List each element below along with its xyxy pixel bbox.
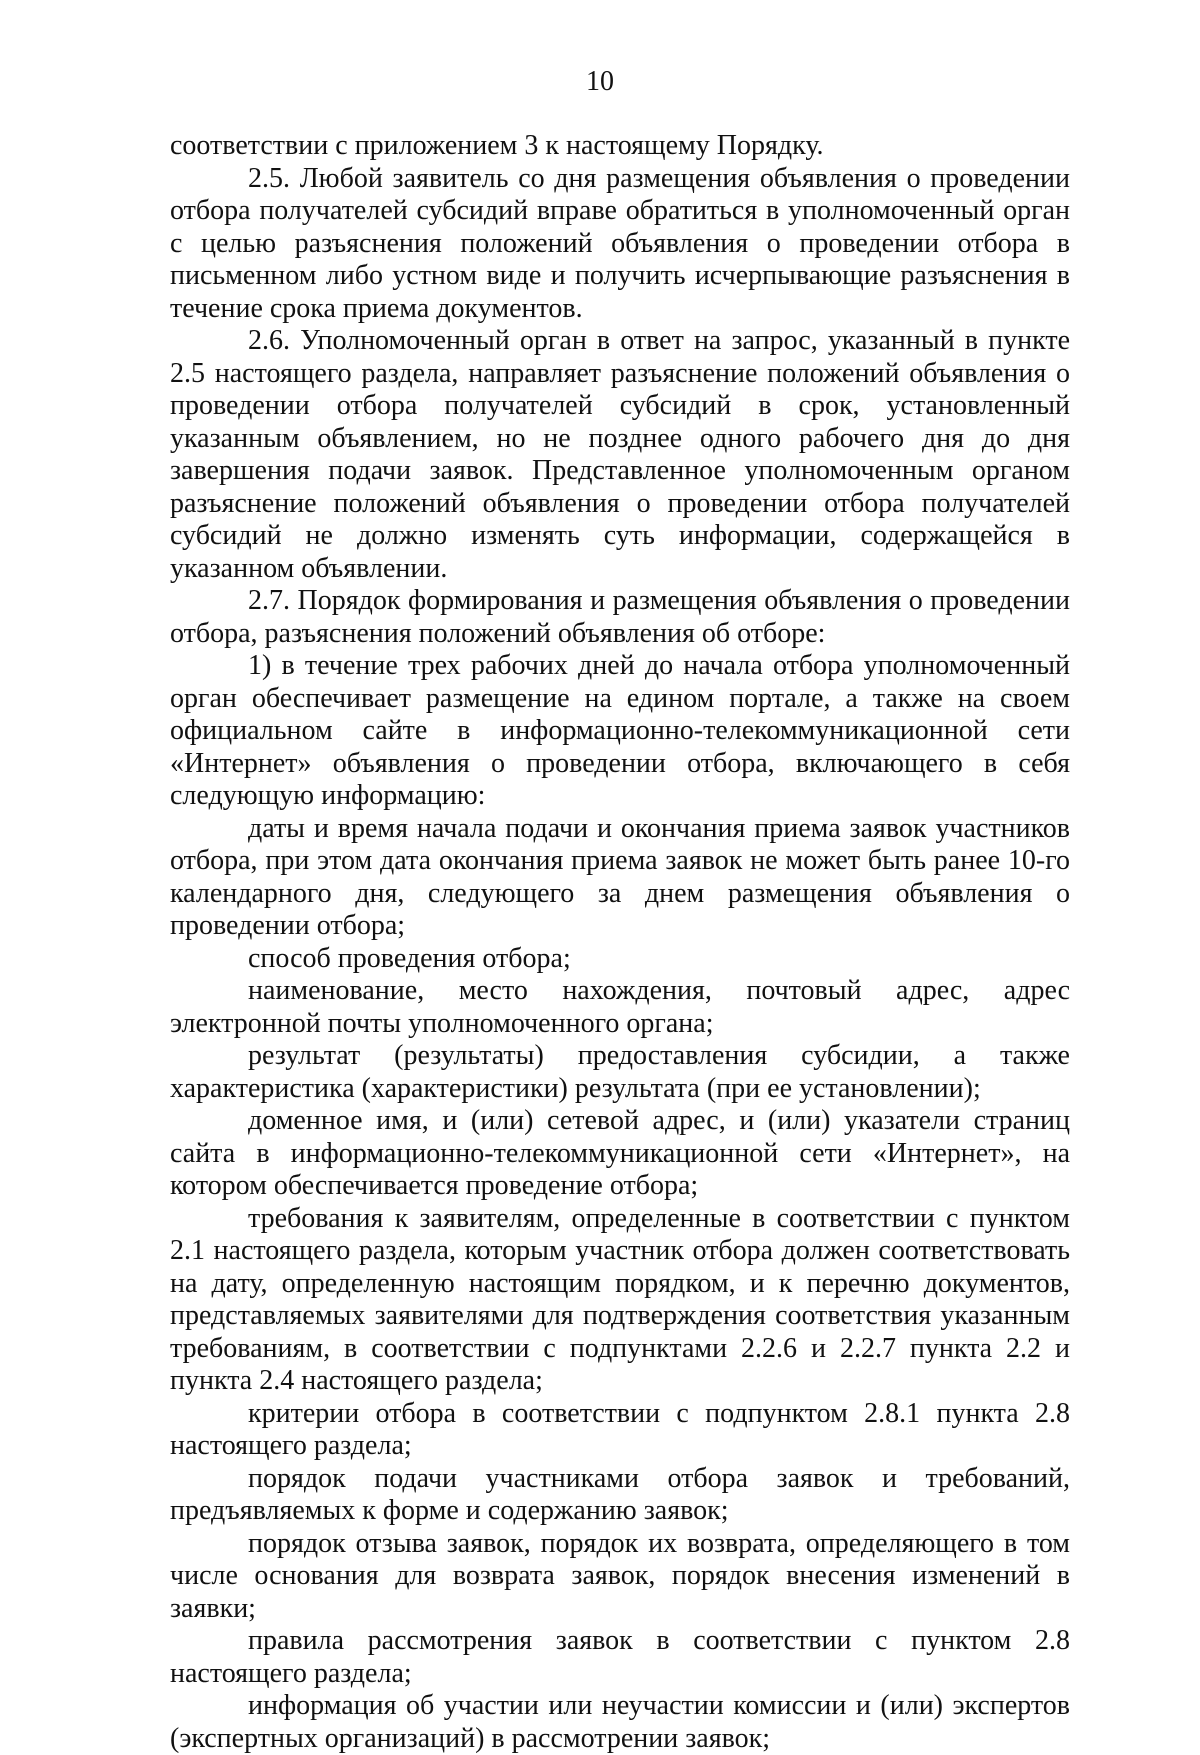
document-body (170, 130, 1070, 1755)
list-item: требования к заявителям, определенные в соответствии с пунктом 2.1 настоящего раздела, которым участник отбора должен соответствовать на дату, определенную настоящим порядком, и к перечню документов, представляемых заявителями для подтверждения соответствия указанным требованиям, в соответствии с подпунктами 2.2.6 и 2.2.7 пункта 2.2 и пункта 2.4 настоящего раздела; (170, 1202, 1070, 1396)
list-item: критерии отбора в соответствии с подпунктом 2.8.1 пункта 2.8 настоящего раздела; (170, 1397, 1070, 1461)
list-item: порядок отзыва заявок, порядок их возврата, определяющего в том числе основания для возврата заявок, порядок внесения изменений в заявки; (170, 1527, 1070, 1624)
list-item: наименование, место нахождения, почтовый адрес, адрес электронной почты уполномоченного органа; (170, 975, 1070, 1039)
list-item: даты и время начала подачи и окончания приема заявок участников отбора, при этом дата окончания приема заявок не может быть ранее 10-го календарного дня, следующего за днем размещения объявления о проведении отбора; (170, 812, 1070, 941)
paragraph-2-5: 2.5. Любой заявитель со дня размещения объявления о проведении отбора получателей субсидий вправе обратиться в уполномоченный орган с целью разъяснения положений объявления о проведении отбора в письменном либо устном виде и получить исчерпывающие разъяснения в течение срока приема документов. (170, 162, 1070, 324)
page-number: 10 (586, 66, 614, 97)
list-item: порядок подачи участниками отбора заявок и требований, предъявляемых к форме и содержанию заявок; (170, 1462, 1070, 1526)
list-item: правила рассмотрения заявок в соответствии с пунктом 2.8 настоящего раздела; (170, 1625, 1070, 1689)
paragraph-2-7-item-1: 1) в течение трех рабочих дней до начала отбора уполномоченный орган обеспечивает размещение на едином портале, а также на своем официальном сайте в информационно-телекоммуникационной сети «Интернет» объявления о проведении отбора, включающего в себя следующую информацию: (170, 650, 1070, 811)
paragraph-2-6: 2.6. Уполномоченный орган в ответ на запрос, указанный в пункте 2.5 настоящего раздела, направляет разъяснение положений объявления о проведении отбора получателей субсидий в срок, установленный указанным объявлением, но не позднее одного рабочего дня до дня завершения подачи заявок. Представленное уполномоченным органом разъяснение положений объявления о проведении отбора получателей субсидий не должно изменять суть информации, содержащейся в указанном объявлении. (170, 325, 1070, 584)
paragraph-continuation: соответствии с приложением 3 к настоящему Порядку. (170, 130, 824, 161)
list-item: результат (результаты) предоставления субсидии, а также характеристика (характеристики) результата (при ее установлении); (170, 1040, 1070, 1104)
list-item: информация об участии или неучастии комиссии и (или) экспертов (экспертных организаций) в рассмотрении заявок; (170, 1690, 1070, 1754)
list-item: доменное имя, и (или) сетевой адрес, и (или) указатели страниц сайта в информационно-телекоммуникационной сети «Интернет», на котором обеспечивается проведение отбора; (170, 1105, 1070, 1201)
paragraph-2-7: 2.7. Порядок формирования и размещения объявления о проведении отбора, разъяснения положений объявления об отборе: (170, 585, 1070, 649)
list-item: способ проведения отбора; (248, 942, 571, 974)
